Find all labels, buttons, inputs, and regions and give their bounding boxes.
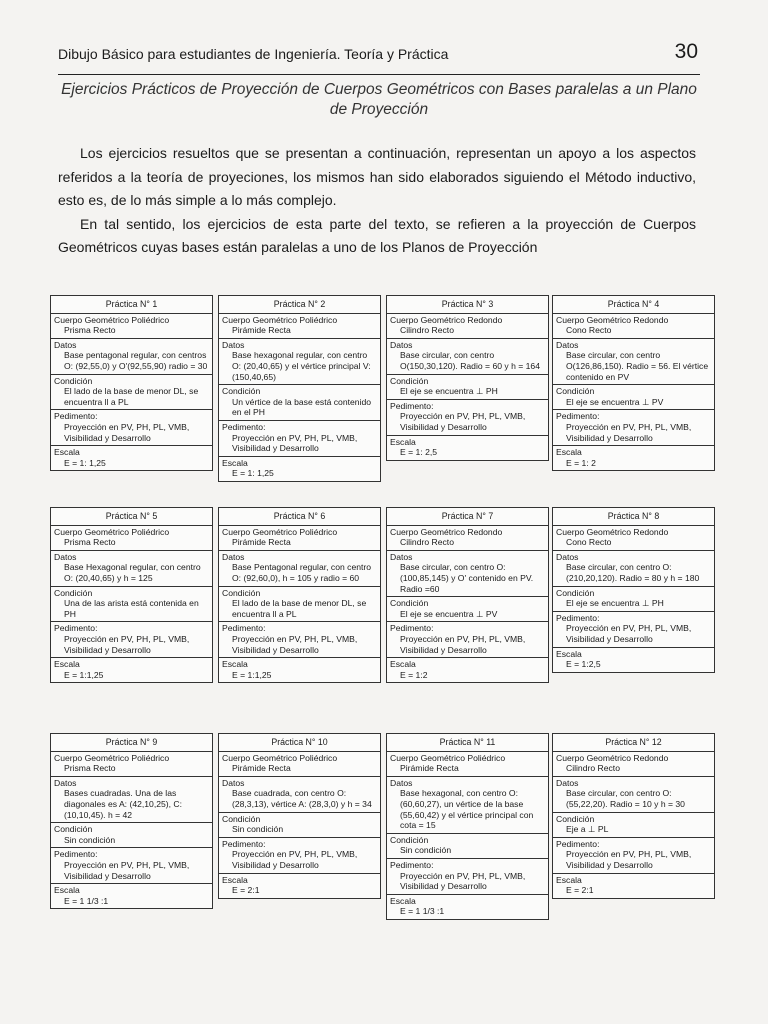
pedimento-label: Pedimento: (390, 623, 434, 634)
pedimento-label: Pedimento: (54, 849, 98, 860)
body-type: Cuerpo Geométrico Poliédrico (222, 752, 338, 763)
card-title: Práctica N° 12 (553, 734, 714, 752)
exercise-card (386, 507, 549, 683)
body-type: Cuerpo Geométrico Poliédrico (54, 752, 170, 763)
datos-value: Base circular, con centro O(150,30,120). Radio = 60 y h = 164 (400, 350, 540, 371)
card-title: Práctica N° 3 (387, 296, 548, 314)
pedimento-label: Pedimento: (222, 623, 266, 634)
pedimento-label: Pedimento: (390, 859, 434, 870)
escala-label: Escala (556, 874, 582, 885)
datos-label: Datos (556, 339, 579, 350)
datos-value: Base hexagonal, con centro O: (60,60,27), un vértice de la base (55,60,42) y el vértice principal con cota = 15 (400, 788, 534, 831)
card-condicion (51, 375, 212, 411)
condicion-value: Un vértice de la base está contenido en el PH (232, 396, 372, 418)
body-type: Cuerpo Geométrico Poliédrico (222, 526, 338, 537)
condicion-value: El lado de la base de menor DL, se encuentra ll a PL (64, 386, 199, 407)
datos-value: Base pentagonal regular, con centros O: (92,55,0) y O'(92,55,90) radio = 30 (64, 350, 208, 371)
condicion-label: Condición (54, 587, 93, 598)
condicion-value: Sin condición (232, 824, 284, 835)
escala-label: Escala (390, 659, 416, 670)
condicion-label: Condición (54, 824, 93, 835)
escala-value: E = 1: 1,25 (64, 457, 106, 468)
card-title: Práctica N° 7 (387, 508, 548, 526)
card-datos (51, 551, 212, 587)
escala-value: E = 1:2 (400, 669, 428, 680)
body-type: Cuerpo Geométrico Redondo (390, 314, 503, 325)
card-body (219, 526, 380, 551)
card-datos (553, 339, 714, 385)
exercise-card (50, 295, 213, 471)
pedimento-label: Pedimento: (54, 411, 98, 422)
card-condicion (387, 597, 548, 622)
card-datos (219, 551, 380, 587)
datos-value: Bases cuadradas. Una de las diagonales es A: (42,10,25), C: (10,10,45). h = 42 (64, 788, 183, 820)
exercise-card (386, 733, 549, 920)
datos-value: Base Hexagonal regular, con centro O: (20,40,65) y h = 125 (64, 562, 201, 583)
datos-label: Datos (556, 777, 579, 788)
exercise-card (552, 507, 715, 673)
datos-value: Base circular, con centro O: (100,85,145) y O' contenido en PV. Radio =60 (400, 562, 534, 594)
paragraph: Los ejercicios resueltos que se presentan a continuación, representan un apoyo a los aspectos referidos a la teoría de proyeciones, los mismos han sido elaborados siguiendo el Método inductivo, esto es, de lo más simple a lo más complejo. (58, 145, 696, 208)
condicion-value: El eje se encuentra ⊥ PV (566, 396, 664, 407)
page-header (58, 40, 700, 75)
escala-value: E = 1:1,25 (232, 669, 272, 680)
card-condicion (219, 813, 380, 838)
pedimento-value: Proyección en PV, PH, PL, VMB, Visibilidad y Desarrollo (400, 633, 526, 655)
card-title: Práctica N° 2 (219, 296, 380, 314)
datos-label: Datos (390, 777, 413, 788)
card-escala (553, 648, 714, 672)
card-title: Práctica N° 8 (553, 508, 714, 526)
body-type: Cuerpo Geométrico Poliédrico (54, 526, 170, 537)
card-pedimento (51, 848, 212, 884)
card-datos (553, 777, 714, 813)
condicion-label: Condición (390, 375, 429, 386)
body-subtype: Pirámide Recta (400, 763, 459, 774)
section-subtitle: Ejercicios Prácticos de Proyección de Cuerpos Geométricos con Bases paralelas a un Plano de Proyección (61, 81, 697, 118)
pedimento-label: Pedimento: (222, 838, 266, 849)
escala-value: E = 1: 2,5 (400, 447, 438, 458)
card-body (51, 752, 212, 777)
condicion-value: El lado de la base de menor DL, se encuentra ll a PL (232, 598, 367, 619)
escala-value: E = 1: 1,25 (232, 468, 274, 479)
card-title: Práctica N° 9 (51, 734, 212, 752)
card-body (219, 752, 380, 777)
condicion-label: Condición (222, 386, 261, 397)
datos-value: Base Pentagonal regular, con centro O: (92,60,0), h = 105 y radio = 60 (232, 562, 372, 583)
condicion-value: El eje se encuentra ⊥ PH (400, 386, 498, 397)
card-condicion (51, 823, 212, 848)
datos-value: Base circular, con centro O: (55,22,20). Radio = 10 y h = 30 (566, 788, 685, 809)
body-type: Cuerpo Geométrico Poliédrico (54, 314, 170, 325)
card-condicion (219, 587, 380, 623)
body-subtype: Cono Recto (566, 537, 612, 548)
datos-label: Datos (390, 551, 413, 562)
pedimento-label: Pedimento: (556, 838, 600, 849)
card-datos (219, 339, 380, 385)
condicion-label: Condición (222, 587, 261, 598)
card-title: Práctica N° 1 (51, 296, 212, 314)
card-body (387, 752, 548, 777)
pedimento-value: Proyección en PV, PH, PL, VMB, Visibilidad y Desarrollo (64, 633, 190, 655)
card-pedimento (51, 622, 212, 658)
condicion-value: Sin condición (64, 834, 116, 845)
pedimento-label: Pedimento: (556, 612, 600, 623)
condicion-value: Una de las arista está contenida en PH (64, 598, 199, 619)
card-escala (51, 884, 212, 908)
datos-value: Base circular, con centro O(126,86,150). Radio = 56. El vértice contenido en PV (566, 350, 709, 382)
pedimento-value: Proyección en PV, PH, PL, VMB, Visibilidad y Desarrollo (64, 859, 190, 881)
body-type: Cuerpo Geométrico Redondo (390, 526, 503, 537)
card-escala (219, 457, 380, 481)
card-condicion (219, 385, 380, 421)
escala-label: Escala (54, 447, 80, 458)
paragraph: En tal sentido, los ejercicios de esta parte del texto, se refieren a la proyección de Cuerpos Geométricos cuyas bases están paralelas a uno de los Planos de Proyección (58, 215, 696, 255)
condicion-label: Condición (222, 813, 261, 824)
exercise-card (552, 295, 715, 471)
pedimento-value: Proyección en PV, PH, PL, VMB, Visibilidad y Desarrollo (566, 421, 692, 443)
card-body (553, 526, 714, 551)
card-escala (387, 658, 548, 682)
page-number: 30 (674, 40, 698, 63)
exercise-card (50, 733, 213, 909)
body-subtype: Pirámide Recta (232, 325, 291, 336)
escala-value: E = 1 1/3 :1 (400, 906, 445, 917)
card-title: Práctica N° 6 (219, 508, 380, 526)
card-datos (51, 777, 212, 823)
condicion-label: Condición (390, 598, 429, 609)
card-body (219, 314, 380, 339)
exercise-card (50, 507, 213, 683)
card-datos (387, 339, 548, 375)
card-pedimento (51, 410, 212, 446)
exercise-card (218, 733, 381, 899)
escala-label: Escala (222, 659, 248, 670)
datos-label: Datos (222, 777, 245, 788)
escala-label: Escala (222, 874, 248, 885)
card-escala (553, 874, 714, 898)
card-datos (51, 339, 212, 375)
card-datos (219, 777, 380, 813)
condicion-label: Condición (390, 834, 429, 845)
escala-value: E = 1 1/3 :1 (64, 895, 109, 906)
body-subtype: Prisma Recto (64, 325, 116, 336)
pedimento-label: Pedimento: (390, 400, 434, 411)
escala-label: Escala (390, 895, 416, 906)
condicion-value: El eje se encuentra ⊥ PV (400, 608, 498, 619)
datos-label: Datos (54, 339, 77, 350)
pedimento-value: Proyección en PV, PH, PL, VMB, Visibilidad y Desarrollo (400, 411, 526, 432)
body-subtype: Pirámide Recta (232, 763, 291, 774)
book-title: Dibujo Básico para estudiantes de Ingeniería. Teoría y Práctica (58, 46, 449, 62)
card-title: Práctica N° 5 (51, 508, 212, 526)
escala-value: E = 1:2,5 (566, 659, 601, 670)
escala-label: Escala (54, 659, 80, 670)
card-pedimento (553, 612, 714, 648)
condicion-label: Condición (556, 587, 595, 598)
datos-label: Datos (54, 551, 77, 562)
escala-value: E = 1: 2 (566, 457, 596, 468)
card-datos (553, 551, 714, 587)
condicion-value: Eje a ⊥ PL (566, 824, 609, 835)
pedimento-value: Proyección en PV, PH, PL, VMB, Visibilidad y Desarrollo (566, 849, 692, 870)
body-type: Cuerpo Geométrico Poliédrico (222, 314, 338, 325)
card-title: Práctica N° 10 (219, 734, 380, 752)
card-pedimento (387, 400, 548, 436)
exercise-card (552, 733, 715, 899)
condicion-label: Condición (556, 386, 595, 397)
body-subtype: Cono Recto (566, 325, 612, 336)
pedimento-value: Proyección en PV, PH, PL, VMB, Visibilidad y Desarrollo (400, 870, 526, 892)
body-subtype: Cilindro Recto (400, 325, 454, 336)
pedimento-label: Pedimento: (556, 411, 600, 422)
card-title: Práctica N° 11 (387, 734, 548, 752)
card-condicion (553, 385, 714, 410)
datos-label: Datos (222, 551, 245, 562)
pedimento-value: Proyección en PV, PH, PL, VMB, Visibilidad y Desarrollo (566, 623, 692, 644)
body-type: Cuerpo Geométrico Poliédrico (390, 752, 506, 763)
condicion-label: Condición (54, 375, 93, 386)
body-subtype: Prisma Recto (64, 537, 116, 548)
card-datos (387, 777, 548, 834)
datos-value: Base cuadrada, con centro O: (28,3,13), vértice A: (28,3,0) y h = 34 (232, 788, 372, 809)
card-condicion (553, 813, 714, 838)
exercise-card (218, 295, 381, 482)
datos-value: Base hexagonal regular, con centro O: (20,40,65) y el vértice principal V: (150,40,65) (232, 350, 371, 382)
escala-value: E = 1:1,25 (64, 669, 104, 680)
card-pedimento (219, 421, 380, 457)
card-pedimento (387, 622, 548, 658)
escala-value: E = 2:1 (232, 885, 260, 896)
card-condicion (51, 587, 212, 623)
body-type: Cuerpo Geométrico Redondo (556, 526, 669, 537)
card-body (51, 314, 212, 339)
card-pedimento (219, 622, 380, 658)
pedimento-value: Proyección en PV, PH, PL, VMB, Visibilidad y Desarrollo (232, 849, 358, 870)
escala-label: Escala (556, 447, 582, 458)
card-pedimento (219, 838, 380, 874)
condicion-label: Condición (556, 813, 595, 824)
card-condicion (553, 587, 714, 612)
card-condicion (387, 375, 548, 400)
datos-value: Base circular, con centro O: (210,20,120). Radio = 80 y h = 180 (566, 562, 700, 583)
card-escala (219, 658, 380, 682)
card-body (387, 526, 548, 551)
body-subtype: Prisma Recto (64, 763, 116, 774)
body-type: Cuerpo Geométrico Redondo (556, 314, 669, 325)
escala-label: Escala (222, 457, 248, 468)
card-pedimento (553, 838, 714, 874)
escala-label: Escala (556, 648, 582, 659)
exercise-card (386, 295, 549, 461)
pedimento-value: Proyección en PV, PH, PL, VMB, Visibilidad y Desarrollo (64, 421, 190, 443)
card-title: Práctica N° 4 (553, 296, 714, 314)
card-body (553, 314, 714, 339)
card-escala (387, 436, 548, 460)
card-escala (387, 895, 548, 919)
datos-label: Datos (222, 339, 245, 350)
pedimento-label: Pedimento: (222, 421, 266, 432)
condicion-value: Sin condición (400, 845, 452, 856)
card-pedimento (387, 859, 548, 895)
card-escala (51, 446, 212, 470)
card-pedimento (553, 410, 714, 446)
pedimento-label: Pedimento: (54, 623, 98, 634)
datos-label: Datos (556, 551, 579, 562)
intro-text (58, 142, 696, 260)
card-escala (51, 658, 212, 682)
exercise-card (218, 507, 381, 683)
card-body (387, 314, 548, 339)
card-escala (219, 874, 380, 898)
pedimento-value: Proyección en PV, PH, PL, VMB, Visibilidad y Desarrollo (232, 633, 358, 655)
escala-value: E = 2:1 (566, 885, 594, 896)
datos-label: Datos (54, 777, 77, 788)
body-subtype: Cilindro Recto (400, 537, 454, 548)
card-body (51, 526, 212, 551)
pedimento-value: Proyección en PV, PH, PL, VMB, Visibilidad y Desarrollo (232, 432, 358, 454)
body-type: Cuerpo Geométrico Redondo (556, 752, 669, 763)
card-body (553, 752, 714, 777)
escala-label: Escala (54, 885, 80, 896)
escala-label: Escala (390, 436, 416, 447)
card-escala (553, 446, 714, 470)
body-subtype: Pirámide Recta (232, 537, 291, 548)
condicion-value: El eje se encuentra ⊥ PH (566, 598, 664, 609)
card-datos (387, 551, 548, 597)
datos-label: Datos (390, 339, 413, 350)
body-subtype: Cilindro Recto (566, 763, 620, 774)
card-condicion (387, 834, 548, 859)
